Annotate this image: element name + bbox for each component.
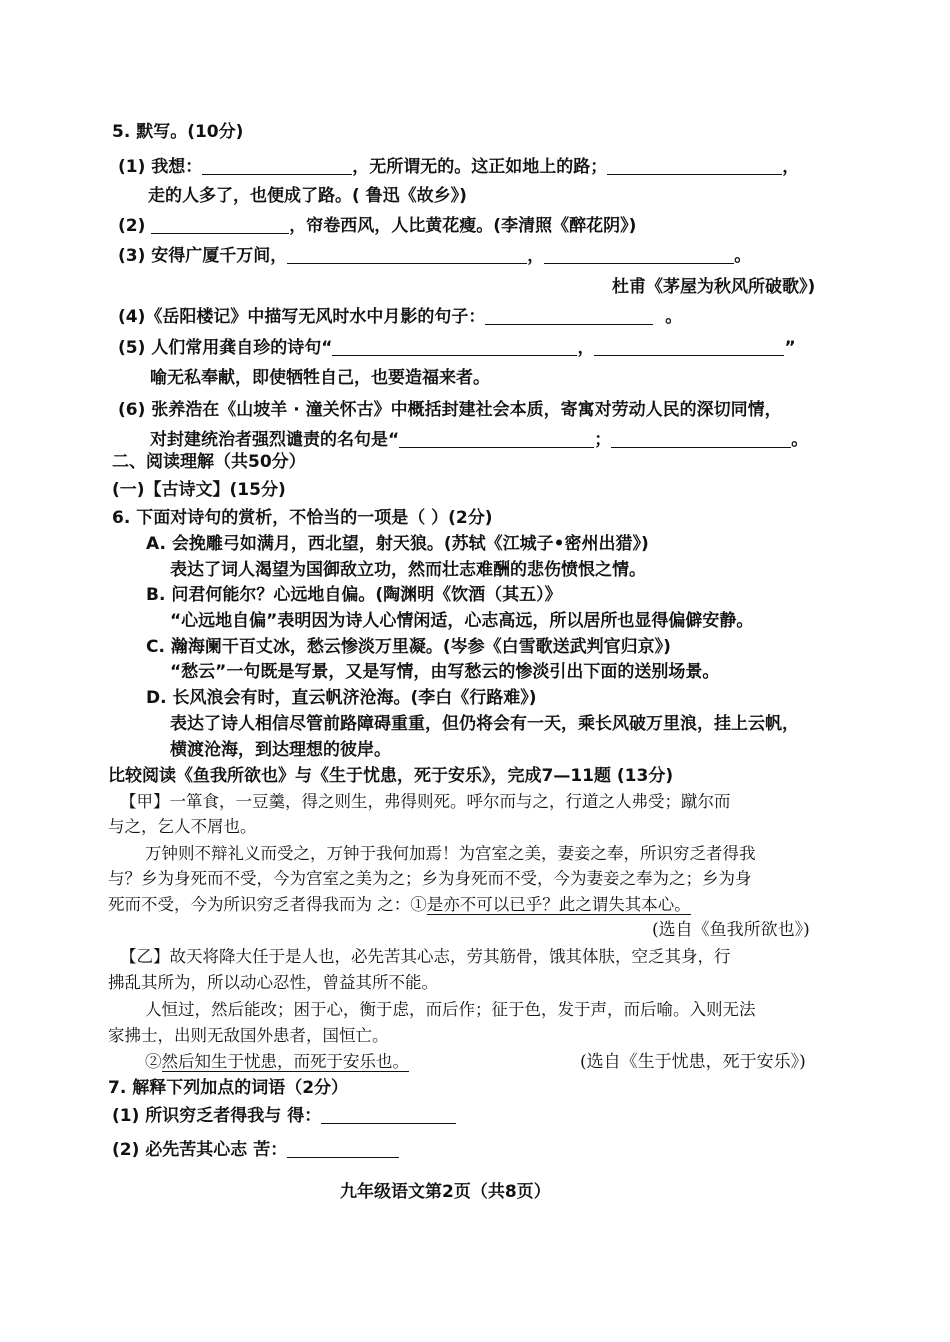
q5-item1-middle: ，无所谓无的。这正如地上的路； xyxy=(352,157,608,177)
answer-blank[interactable] xyxy=(287,1139,399,1158)
q5-item5-prefix: (5) 人们常用龚自珍的诗句“ xyxy=(118,338,333,358)
q5-item5-end: ” xyxy=(784,338,796,358)
q5-item5-line2: 喻无私奉献，即使牺牲自己，也要造福来者。 xyxy=(150,368,490,388)
q5-item4 xyxy=(118,305,682,329)
q5-item3-end: 。 xyxy=(734,246,752,266)
underlined-sentence-1: 是亦不可以已乎？此之谓失其本心。 xyxy=(426,895,691,914)
q5-item3 xyxy=(118,244,751,268)
q6-stem: 6. 下面对诗句的赏析，不恰当的一项是（ ）(2分) xyxy=(112,508,493,528)
q5-item6-line2 xyxy=(150,428,808,452)
answer-blank[interactable] xyxy=(594,337,784,356)
passage-yi-line3: 人恒过，然后能改；困于心，衡于虑，而后作；征于色，发于声，而后喻。入则无法 xyxy=(145,1000,756,1019)
q7-item1 xyxy=(112,1104,456,1128)
passage-yi-line4: 家拂士，出则无敌国外患者，国恒亡。 xyxy=(108,1026,389,1045)
q5-item1-prefix: (1) 我想： xyxy=(118,157,203,177)
passage-jia-line5-text: 死而不受，今为所识穷乏者得我而为 之：① xyxy=(108,895,427,914)
answer-blank[interactable] xyxy=(607,156,782,175)
q5-item3-source: 杜甫《茅屋为秋风所破歌》) xyxy=(612,277,816,297)
q5-item4-prefix: (4)《岳阳楼记》中描写无风时水中月影的句子： xyxy=(118,307,486,327)
q5-item6-middle: ； xyxy=(594,430,612,450)
passage-jia-line4: 与？乡为身死而不受，今为宫室之美为之；乡为身死而不受，今为妻妾之奉为之；乡为身 xyxy=(108,869,752,888)
q5-item3-prefix: (3) 安得广厦千万间， xyxy=(118,246,288,266)
q7-item2-text: (2) 必先苦其心志 苦： xyxy=(112,1140,288,1160)
q7-item1-text: (1) 所识穷乏者得我与 得： xyxy=(112,1106,322,1126)
q5-title: 5. 默写。(10分) xyxy=(112,122,244,142)
q6-option-a-analysis: 表达了词人渴望为国御敌立功，然而壮志难酬的悲伤愤恨之情。 xyxy=(170,560,646,580)
q5-item1-line2: 走的人多了，也便成了路。( 鲁迅《故乡》) xyxy=(148,186,467,206)
q5-item6-prefix: 对封建统治者强烈谴责的名句是“ xyxy=(150,430,400,450)
answer-blank[interactable] xyxy=(399,429,594,448)
passage-jia-source: (选自《鱼我所欲也》) xyxy=(652,920,810,940)
q5-item1-end: ， xyxy=(782,157,800,177)
q6-option-c: C. 瀚海阑干百丈冰，愁云惨淡万里凝。(岑参《白雪歌送武判官归京》) xyxy=(146,637,671,657)
answer-blank[interactable] xyxy=(202,156,352,175)
q7-item2 xyxy=(112,1138,399,1162)
passage-jia-line2: 与之，乞人不屑也。 xyxy=(108,817,257,836)
q5-item6-end: 。 xyxy=(791,430,809,450)
passage-jia-line5 xyxy=(108,893,691,917)
q5-item2-suffix: ，帘卷西风，人比黄花瘦。(李清照《醉花阴》) xyxy=(289,216,637,236)
passage-jia-line1: 【甲】一箪食，一豆羹，得之则生，弗得则死。呼尔而与之，行道之人弗受；蹴尔而 xyxy=(120,792,731,811)
passage-yi-source: (选自《生于忧患，死于安乐》) xyxy=(580,1052,806,1072)
passage-yi-line2: 拂乱其所为，所以动心忍性，曾益其所不能。 xyxy=(108,973,438,992)
q6-option-b: B. 问君何能尔？心远地自偏。(陶渊明《饮酒（其五）》 xyxy=(146,585,562,605)
passage-yi-line1: 【乙】故天将降大任于是人也，必先苦其心志，劳其筋骨，饿其体肤，空乏其身，行 xyxy=(120,947,731,966)
q6-option-d: D. 长风浪会有时，直云帆济沧海。(李白《行路难》) xyxy=(146,688,537,708)
q5-item2-prefix: (2) xyxy=(118,216,146,236)
answer-blank[interactable] xyxy=(611,429,791,448)
q6-option-d-analysis: 表达了诗人相信尽管前路障碍重重，但仍将会有一天，乘长风破万里浪，挂上云帆， xyxy=(170,714,799,734)
passage-yi-line5 xyxy=(145,1050,409,1074)
q5-item5-middle: ， xyxy=(577,338,595,358)
q5-item5 xyxy=(118,336,796,360)
passage-yi-line5-marker: ② xyxy=(145,1052,162,1071)
q5-item3-middle: ， xyxy=(527,246,545,266)
answer-blank[interactable] xyxy=(321,1105,456,1124)
passage-jia-line3: 万钟则不辩礼义而受之，万钟于我何加焉！为宫室之美，妻妾之奉，所识穷乏者得我 xyxy=(145,844,756,863)
answer-blank[interactable] xyxy=(485,306,653,325)
underlined-sentence-2: 然后知生于忧患，而死于安乐也。 xyxy=(161,1052,409,1071)
section2-subtitle: (一)【古诗文】(15分) xyxy=(112,480,286,500)
q7-stem: 7. 解释下列加点的词语（2分） xyxy=(108,1078,349,1098)
compare-heading: 比较阅读《鱼我所欲也》与《生于忧患，死于安乐》，完成7—11题 (13分) xyxy=(108,766,674,786)
page-footer: 九年级语文第2页（共8页） xyxy=(340,1182,551,1202)
q5-item6-line1: (6) 张养浩在《山坡羊 · 潼关怀古》中概括封建社会本质，寄寓对劳动人民的深切同情， xyxy=(118,400,782,420)
q5-item1 xyxy=(118,155,799,179)
q6-option-d-analysis-2: 横渡沧海，到达理想的彼岸。 xyxy=(170,740,391,760)
section2-title: 二、阅读理解（共50分） xyxy=(112,452,306,472)
q5-item4-end: 。 xyxy=(665,307,683,327)
answer-blank[interactable] xyxy=(544,245,734,264)
answer-blank[interactable] xyxy=(332,337,577,356)
q6-option-a: A. 会挽雕弓如满月，西北望，射天狼。(苏轼《江城子•密州出猎》) xyxy=(146,534,649,554)
q5-item2 xyxy=(118,214,636,238)
answer-blank[interactable] xyxy=(151,215,289,234)
q6-option-c-analysis: “愁云”一句既是写景，又是写情，由写愁云的惨淡引出下面的送别场景。 xyxy=(170,662,720,682)
q6-option-b-analysis: “心远地自偏”表明因为诗人心情闲适，心志高远，所以居所也显得偏僻安静。 xyxy=(170,611,754,631)
answer-blank[interactable] xyxy=(287,245,527,264)
